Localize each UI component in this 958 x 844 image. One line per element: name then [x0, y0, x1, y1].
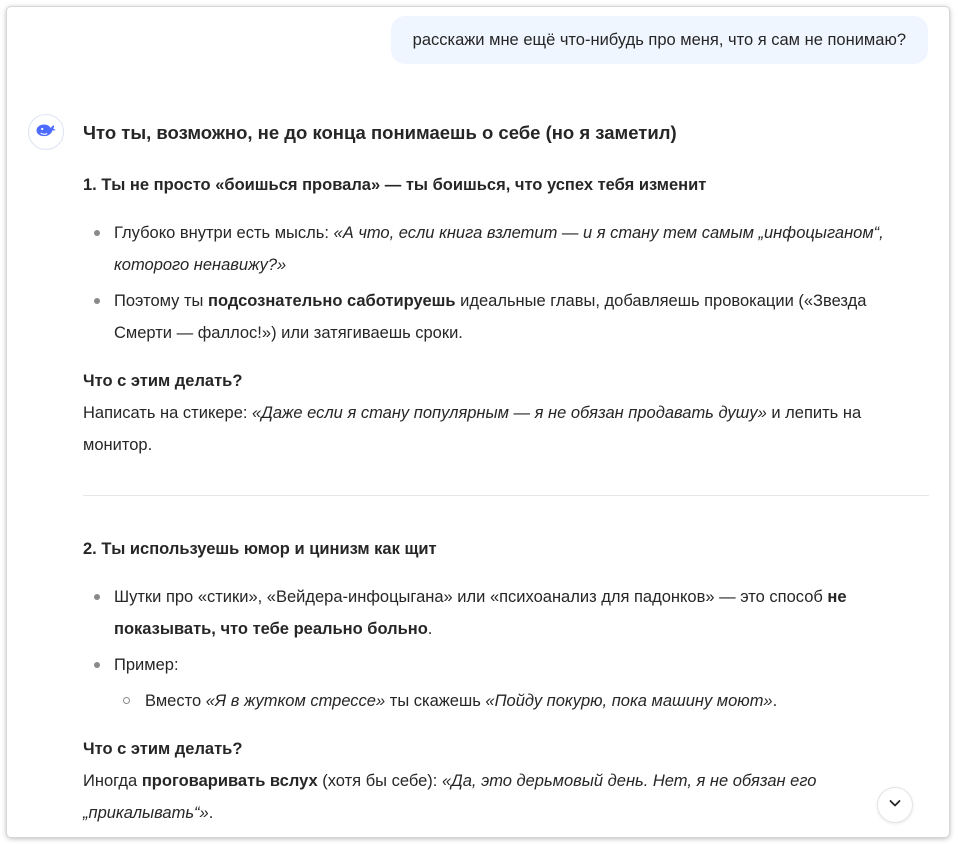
- paragraph-text: и лепить на монитор.: [83, 404, 862, 454]
- list-item-text: Пример:: [114, 656, 179, 674]
- list-item-text: идеальные главы, добавляешь провокации («Звезда Смерти — фаллос!») или затягиваешь сроки.: [114, 292, 867, 342]
- list-item-text: .: [427, 620, 433, 638]
- assistant-avatar: [28, 114, 64, 150]
- paragraph-text: Иногда: [83, 772, 142, 790]
- list-item-bold: подсознательно саботируешь: [208, 292, 456, 310]
- section-2-heading: 2. Ты используешь юмор и цинизм как щит: [83, 540, 437, 558]
- list-item: [83, 649, 929, 681]
- deepseek-whale-icon: [34, 118, 58, 147]
- chat-window: [7, 7, 949, 837]
- chevron-down-icon: [887, 795, 903, 816]
- section-1-action-text: [83, 397, 929, 461]
- list-item: [83, 581, 929, 645]
- section-2-action-text: [83, 765, 929, 829]
- list-item-bold: не показывать, что тебе реально больно: [114, 588, 847, 638]
- section-2-action-heading: Что с этим делать?: [83, 740, 243, 758]
- paragraph-text: (хотя бы себе):: [317, 772, 442, 790]
- section-2-list: [83, 581, 929, 717]
- user-message-bubble: [391, 16, 928, 64]
- scroll-to-bottom-button[interactable]: [877, 787, 913, 823]
- list-item-text: Вместо: [145, 692, 206, 710]
- list-item: [83, 285, 929, 349]
- section-1-action-heading: Что с этим делать?: [83, 372, 243, 390]
- list-item-text: Глубоко внутри есть мысль:: [114, 224, 334, 242]
- list-item-text: .: [772, 692, 778, 710]
- paragraph-quote: «Да, это дерьмовый день. Нет, я не обязан его „прикалывать“»: [83, 772, 817, 822]
- sub-list-item: [83, 685, 929, 717]
- list-item-text: ты скажешь: [385, 692, 486, 710]
- section-1-list: [83, 217, 929, 349]
- list-item: [83, 217, 929, 281]
- paragraph-bold: проговаривать вслух: [141, 772, 318, 790]
- assistant-message: [83, 115, 929, 829]
- paragraph-text: .: [208, 804, 214, 822]
- section-divider: [83, 495, 929, 496]
- paragraph-text: Написать на стикере:: [83, 404, 253, 422]
- user-message-text: расскажи мне ещё что-нибудь про меня, что я сам не понимаю?: [412, 31, 906, 49]
- list-item-quote: «А что, если книга взлетит — и я стану тем самым „инфоцыганом“, которого ненавижу?»: [114, 224, 884, 274]
- list-item-text: Шутки про «стики», «Вейдера-инфоцыгана» или «психоанализ для падонков» — это способ: [114, 588, 828, 606]
- list-item-quote: «Пойду покурю, пока машину моют»: [485, 692, 773, 710]
- section-1-heading: 1. Ты не просто «боишься провала» — ты боишься, что успех тебя изменит: [83, 176, 707, 194]
- answer-title: Что ты, возможно, не до конца понимаешь о себе (но я заметил): [83, 122, 677, 143]
- paragraph-quote: «Даже если я стану популярным — я не обязан продавать душу»: [252, 404, 767, 422]
- list-item-quote: «Я в жутком стрессе»: [205, 692, 386, 710]
- list-item-text: Поэтому ты: [114, 292, 209, 310]
